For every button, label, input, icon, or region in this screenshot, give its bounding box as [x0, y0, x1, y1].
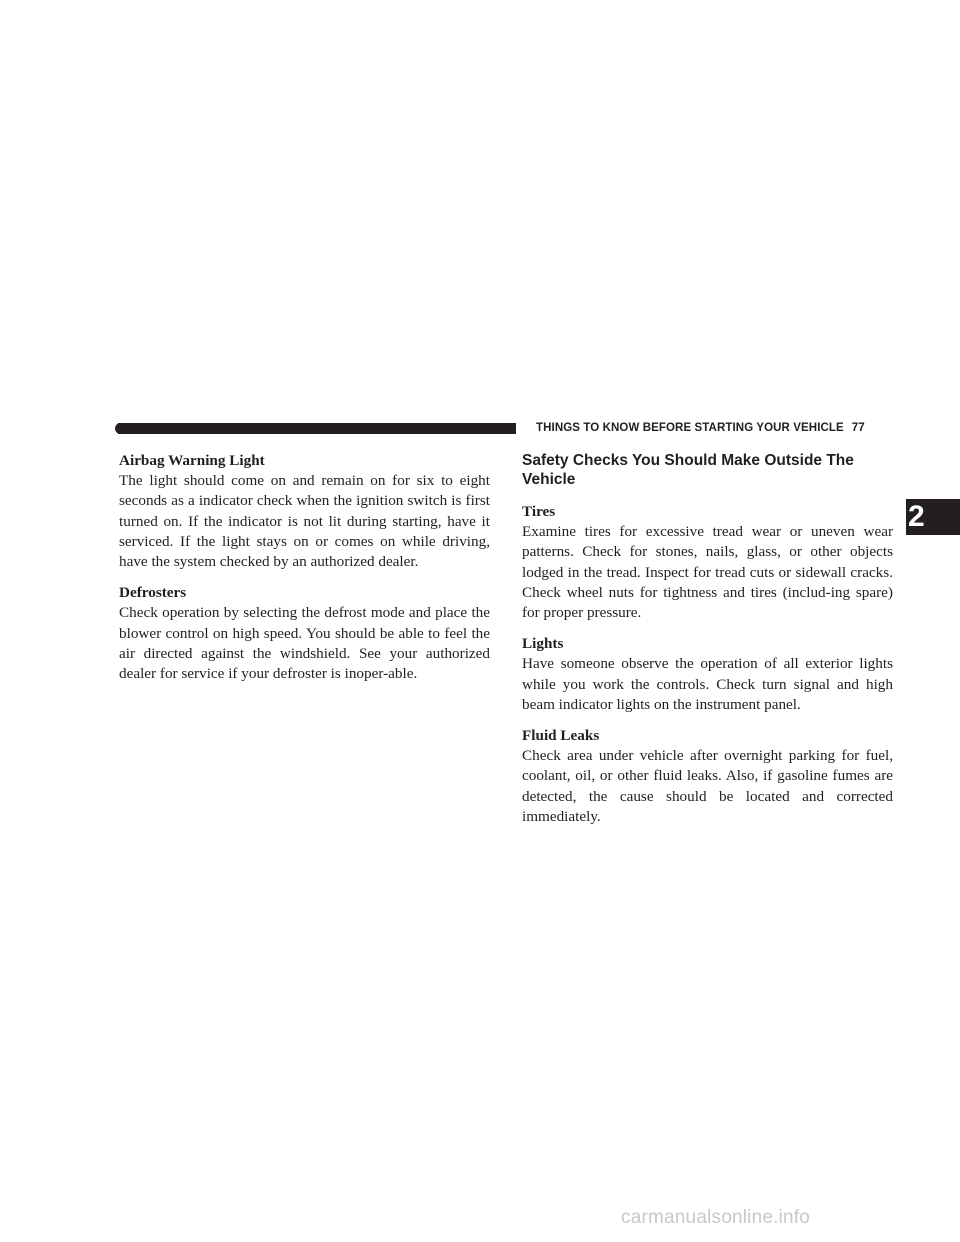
paragraph-airbag-warning-light: The light should come on and remain on for six to eight seconds as a indicator check when the ignition switch is first turned on. If the indicator is not lit during starting, have it serviced. If the light stays on or comes on while driving, have the system checked by an authorized dealer. — [119, 472, 490, 571]
subheading-lights: Lights — [522, 635, 564, 653]
running-header — [536, 420, 865, 436]
section-tires — [522, 502, 893, 623]
left-column — [119, 451, 490, 695]
subheading-fluid-leaks: Fluid Leaks — [522, 727, 600, 745]
header-rule — [118, 423, 516, 434]
section-defrosters — [119, 583, 490, 684]
section-lights — [522, 634, 893, 715]
right-column — [522, 451, 893, 838]
subheading-airbag-warning-light: Airbag Warning Light — [119, 452, 265, 469]
subheading-tires: Tires — [522, 503, 556, 520]
paragraph-lights: Have someone observe the operation of all exterior lights while you work the controls. Check turn signal and high beam indicator lights on the instrument panel. — [522, 655, 893, 713]
section-title-safety-checks: Safety Checks You Should Make Outside The Vehicle — [522, 452, 854, 488]
page-number: 77 — [851, 422, 865, 434]
chapter-tab: 2 — [906, 499, 960, 535]
subheading-defrosters: Defrosters — [119, 584, 187, 602]
paragraph-tires: Examine tires for excessive tread wear or uneven wear patterns. Check for stones, nails, glass, or other objects lodged in the tread. Inspect for tread cuts or sidewall cracks. Check wheel nuts for tightness and tires (includ-ing spare) for proper pressure. — [522, 523, 893, 622]
paragraph-fluid-leaks: Check area under vehicle after overnight parking for fuel, coolant, oil, or other fluid leaks. Also, if gasoline fumes are detected, the cause should be located and corrected immediately. — [522, 747, 893, 825]
watermark-text: carmanualsonline.info — [621, 1207, 811, 1228]
section-fluid-leaks — [522, 726, 893, 827]
paragraph-defrosters: Check operation by selecting the defrost mode and place the blower control on high speed. You should be able to feel the air directed against the windshield. See your authorized dealer for service if your defroster is inoper-able. — [119, 604, 490, 683]
running-title: THINGS TO KNOW BEFORE STARTING YOUR VEHICLE — [536, 422, 844, 434]
section-airbag-warning-light — [119, 451, 490, 572]
